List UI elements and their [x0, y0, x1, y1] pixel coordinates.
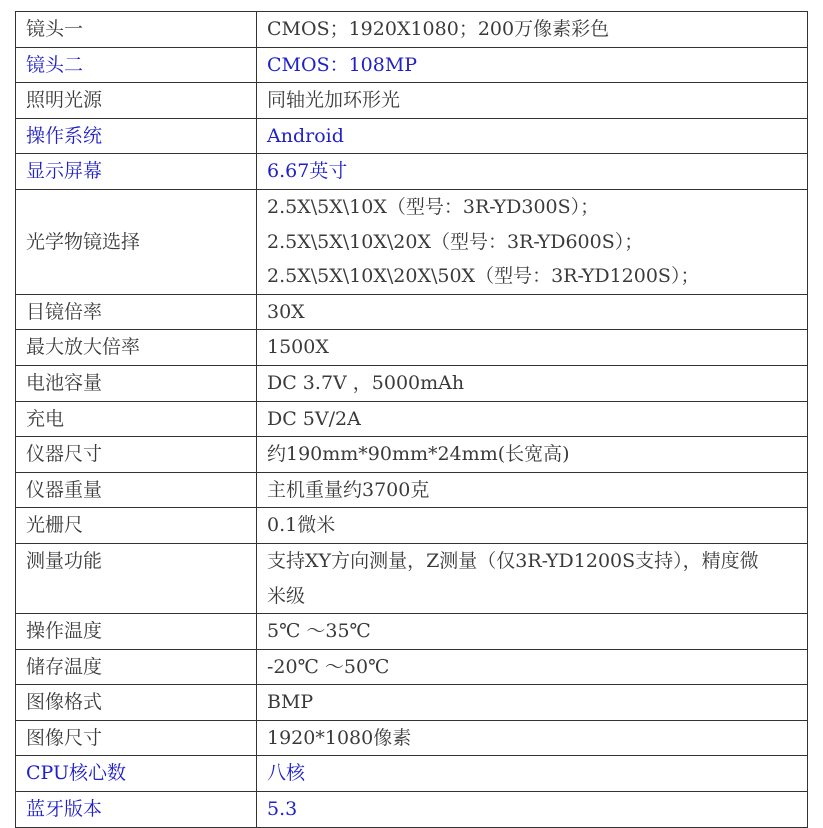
- spec-label: 仪器尺寸: [16, 437, 257, 473]
- spec-value: [257, 118, 808, 154]
- spec-row: [16, 720, 808, 756]
- spec-row: [16, 543, 808, 613]
- spec-value-line: CMOS；1920X1080；200万像素彩色: [267, 18, 610, 40]
- spec-label: 仪器重量: [16, 472, 257, 508]
- spec-value-line: DC 5V/2A: [267, 407, 361, 430]
- spec-value-line: 2.5X\5X\10X\20X\50X（型号：3R-YD1200S）；: [267, 265, 700, 288]
- spec-value: [257, 614, 808, 650]
- spec-value-line: -20℃ ～50℃: [267, 655, 390, 678]
- spec-row: [16, 189, 808, 294]
- spec-value-line: DC 3.7V ，5000mAh: [267, 371, 465, 394]
- spec-value: [257, 365, 808, 401]
- spec-value-line: 2.5X\5X\10X（型号：3R-YD300S）；: [267, 195, 600, 218]
- spec-table: [15, 11, 808, 828]
- spec-value-line: 5℃ ～35℃: [267, 620, 371, 643]
- spec-value: [257, 649, 808, 685]
- spec-value: [257, 508, 808, 544]
- spec-row: [16, 685, 808, 721]
- spec-value: [257, 294, 808, 330]
- spec-value-line: 6.67英寸: [267, 160, 348, 183]
- spec-row: [16, 756, 808, 792]
- spec-label: 最大放大倍率: [16, 330, 257, 366]
- spec-value: [257, 685, 808, 721]
- spec-value: [257, 330, 808, 366]
- spec-value-line: 1920*1080像素: [267, 726, 412, 749]
- spec-label: 光栅尺: [16, 508, 257, 544]
- spec-value: [257, 472, 808, 508]
- spec-row: [16, 508, 808, 544]
- spec-value: [257, 437, 808, 473]
- spec-row: [16, 154, 808, 190]
- spec-table-body: [16, 12, 808, 828]
- spec-label: 蓝牙版本: [16, 792, 257, 828]
- spec-value-line: 同轴光加环形光: [267, 89, 401, 112]
- spec-label: 操作系统: [16, 118, 257, 154]
- spec-value: [257, 154, 808, 190]
- spec-label: 光学物镜选择: [16, 189, 257, 294]
- spec-value-line: CMOS：108MP: [267, 53, 418, 76]
- spec-value-line: Android: [267, 124, 344, 147]
- spec-value: [257, 792, 808, 828]
- spec-label: 电池容量: [16, 365, 257, 401]
- spec-label: 目镜倍率: [16, 294, 257, 330]
- spec-row: [16, 792, 808, 828]
- spec-label: 照明光源: [16, 83, 257, 119]
- spec-value-line: 米级: [267, 584, 306, 607]
- spec-value-line: 约190mm*90mm*24mm(长宽高): [267, 443, 570, 466]
- spec-value: [257, 189, 808, 294]
- spec-value-line: 30X: [267, 300, 305, 323]
- spec-row: [16, 614, 808, 650]
- spec-label: 测量功能: [16, 543, 257, 613]
- spec-label: 储存温度: [16, 649, 257, 685]
- spec-value-line: 5.3: [267, 798, 298, 821]
- spec-value: [257, 756, 808, 792]
- spec-value-line: 主机重量约3700克: [267, 478, 430, 501]
- spec-row: [16, 12, 808, 48]
- spec-value-line: BMP: [267, 691, 314, 714]
- spec-row: [16, 437, 808, 473]
- spec-row: [16, 649, 808, 685]
- spec-label: 充电: [16, 401, 257, 437]
- spec-label: 操作温度: [16, 614, 257, 650]
- spec-row: [16, 47, 808, 83]
- spec-value: [257, 12, 808, 48]
- spec-label: 镜头二: [16, 47, 257, 83]
- spec-value-line: 八核: [267, 762, 306, 785]
- spec-value-line: 0.1微米: [267, 514, 336, 537]
- spec-row: [16, 294, 808, 330]
- spec-label: 显示屏幕: [16, 154, 257, 190]
- spec-value-line: 2.5X\5X\10X\20X（型号：3R-YD600S）；: [267, 230, 644, 253]
- spec-row: [16, 365, 808, 401]
- spec-value-line: 1500X: [267, 336, 329, 359]
- spec-row: [16, 83, 808, 119]
- spec-value: [257, 401, 808, 437]
- spec-row: [16, 118, 808, 154]
- spec-label: 图像尺寸: [16, 720, 257, 756]
- spec-value: [257, 47, 808, 83]
- spec-value: [257, 543, 808, 613]
- spec-row: [16, 472, 808, 508]
- spec-row: [16, 330, 808, 366]
- spec-label: 图像格式: [16, 685, 257, 721]
- spec-value: [257, 83, 808, 119]
- spec-row: [16, 401, 808, 437]
- spec-label: CPU核心数: [16, 756, 257, 792]
- spec-value-line: 支持XY方向测量，Z测量（仅3R-YD1200S支持），精度微: [267, 549, 759, 572]
- spec-value: [257, 720, 808, 756]
- spec-label: 镜头一: [16, 12, 257, 48]
